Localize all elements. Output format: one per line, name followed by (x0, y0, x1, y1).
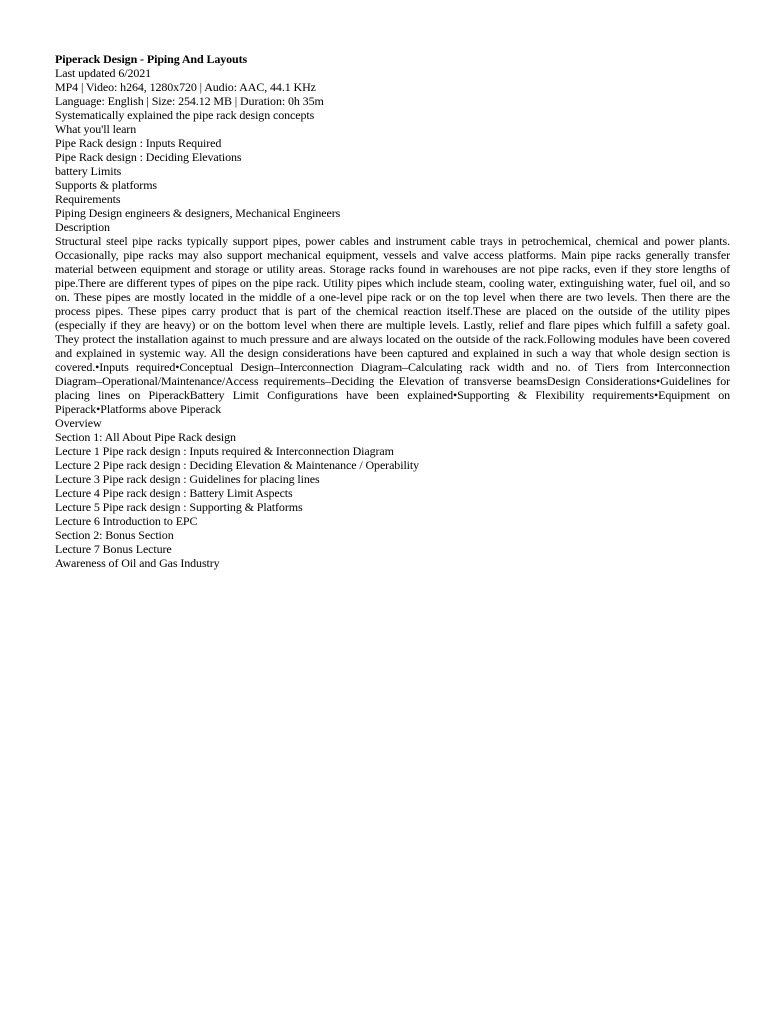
overview-item: Lecture 5 Pipe rack design : Supporting & Platforms (55, 500, 303, 514)
description-text: Structural steel pipe racks typically support pipes, power cables and instrument cable trays in petrochemical, chemical and power plants. Occasionally, pipe racks may also support mechanical equipment, vessels and valve access platforms. Main pipe racks generally transfer material between equipment and storage or utility areas. Storage racks found in warehouses are not pipe racks, even if they store lengths of pipe.There are different types of pipes on the pipe rack. Utility pipes which include steam, cooling water, extinguishing water, fuel oil, and so on. These pipes are mostly located in the middle of a one-level pipe rack or on the top level when there are two levels. Then there are the process pipes. These pipes carry product that is part of the chemical reaction itself.These are placed on the outside of the utility pipes (especially if they are heavy) or on the bottom level when there are multiple levels. Lastly, relief and flare pipes which fulfill a safety goal. They protect the installation against to much pressure and are always located on the outside of the rack.Following modules have been covered and explained in systemic way. All the design considerations have been captured and explained in such a way that whole design section is covered.•Inputs required•Conceptual Design–Interconnection Diagram–Calculating rack width and no. of Tiers from Interconnection Diagram–Operational/Maintenance/Access requirements–Deciding the Elevation of transverse beamsDesign Considerations•Guidelines for placing lines on PiperackBattery Limit Configurations have been explained•Supporting & Flexibility requirements•Equipment on Piperack•Platforms above Piperack (55, 234, 730, 416)
learn-item: battery Limits (55, 164, 122, 178)
requirements-text: Piping Design engineers & designers, Mechanical Engineers (55, 206, 341, 220)
document-title: Piperack Design - Piping And Layouts (55, 52, 248, 66)
requirements-heading: Requirements (55, 192, 121, 206)
learn-item: Pipe Rack design : Inputs Required (55, 136, 222, 150)
summary-text: Systematically explained the pipe rack design concepts (55, 108, 315, 122)
document-body (55, 52, 730, 570)
overview-item: Section 2: Bonus Section (55, 528, 174, 542)
overview-item: Lecture 6 Introduction to EPC (55, 514, 198, 528)
description-heading: Description (55, 220, 110, 234)
overview-item: Section 1: All About Pipe Rack design (55, 430, 236, 444)
last-updated: Last updated 6/2021 (55, 66, 152, 80)
language-info: Language: English | Size: 254.12 MB | Duration: 0h 35m (55, 94, 324, 108)
media-info: MP4 | Video: h264, 1280x720 | Audio: AAC, 44.1 KHz (55, 80, 316, 94)
overview-item: Lecture 7 Bonus Lecture (55, 542, 172, 556)
learn-item: Supports & platforms (55, 178, 157, 192)
learn-item: Pipe Rack design : Deciding Elevations (55, 150, 242, 164)
overview-item: Lecture 2 Pipe rack design : Deciding Elevation & Maintenance / Operability (55, 458, 420, 472)
learn-heading: What you'll learn (55, 122, 137, 136)
overview-item: Lecture 1 Pipe rack design : Inputs required & Interconnection Diagram (55, 444, 394, 458)
overview-item: Awareness of Oil and Gas Industry (55, 556, 220, 570)
overview-item: Lecture 4 Pipe rack design : Battery Limit Aspects (55, 486, 293, 500)
overview-heading: Overview (55, 416, 102, 430)
overview-item: Lecture 3 Pipe rack design : Guidelines for placing lines (55, 472, 320, 486)
